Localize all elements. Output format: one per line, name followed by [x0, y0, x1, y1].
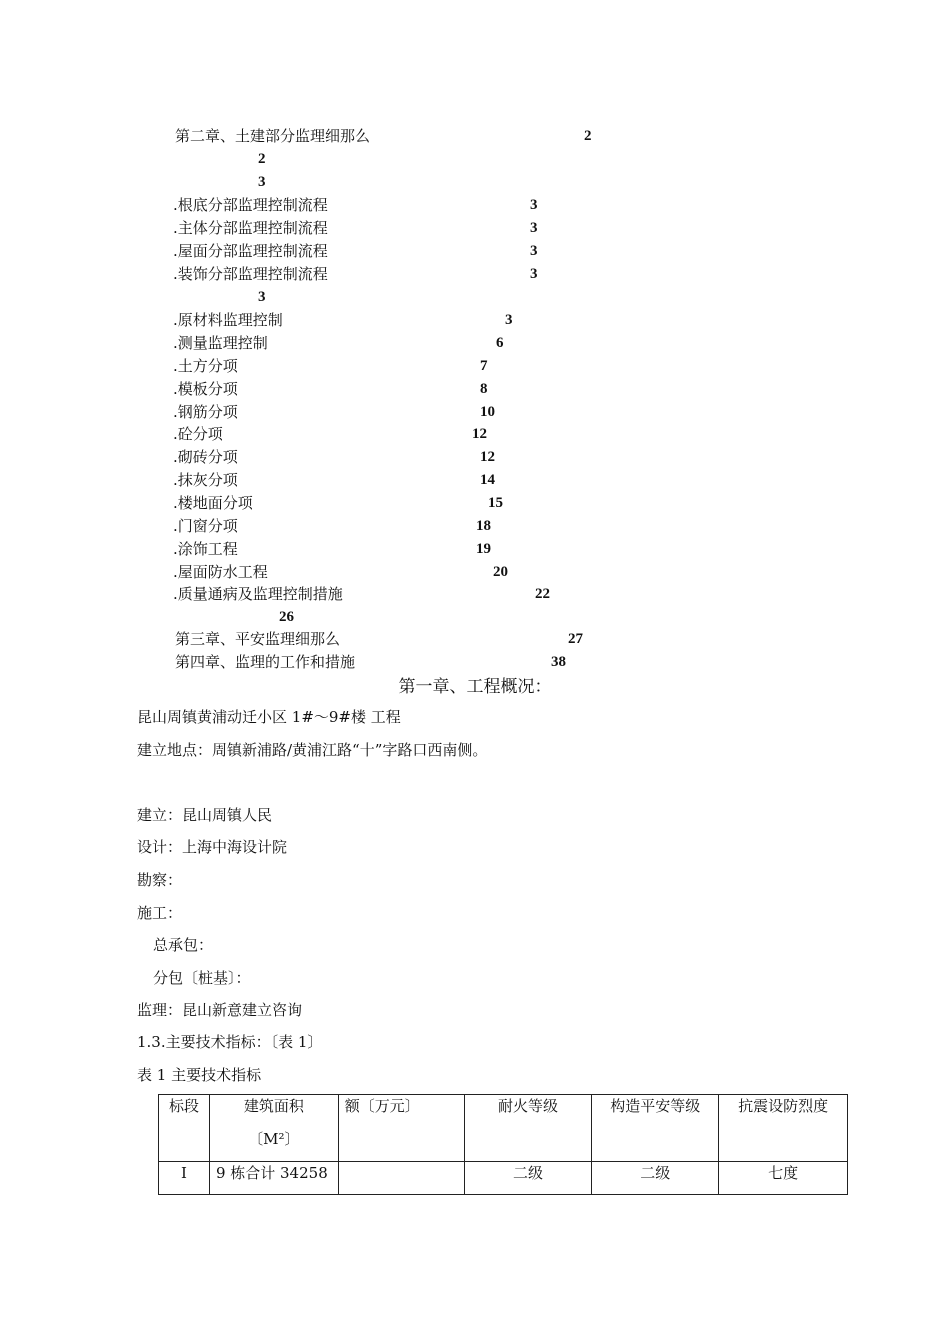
toc-entry-title: 第三章、平安监理细那么: [175, 630, 341, 648]
header-cell: [719, 1095, 848, 1162]
toc-entry-page: 3: [530, 243, 538, 259]
designer-line: 设计：上海中海设计院: [137, 838, 288, 856]
header-label: 标段: [168, 1097, 199, 1115]
toc-entry-page: 3: [530, 197, 538, 213]
toc-entry-page: 12: [472, 426, 487, 442]
table-cell: I: [159, 1162, 210, 1195]
construction-line: 施工：: [137, 904, 183, 922]
general-contractor-line: 总承包：: [153, 936, 214, 954]
header-unit: 〔M²〕: [248, 1130, 300, 1148]
table-cell: 七度: [719, 1162, 848, 1195]
survey-line: 勘察：: [137, 871, 183, 889]
toc-entry-page: 3: [530, 266, 538, 282]
project-location: 建立地点：周镇新浦路/黄浦江路“十”字路口西南侧。: [137, 741, 488, 759]
toc-entry-title: .屋面分部监理控制流程: [173, 242, 328, 260]
toc-entry-page: 7: [480, 358, 488, 374]
toc-entry-title: .主体分部监理控制流程: [173, 219, 328, 237]
toc-entry-page: 3: [258, 174, 266, 190]
header-label: 额〔万元〕: [344, 1097, 420, 1115]
toc-entry-page: 18: [476, 518, 491, 534]
toc-entry-title: .砼分项: [173, 425, 223, 443]
toc-entry-title: .模板分项: [173, 380, 238, 398]
toc-entry-page: 22: [535, 586, 550, 602]
table-cell: 二级: [592, 1162, 719, 1195]
header-label: 耐火等级: [497, 1097, 558, 1115]
toc-entry-title: 第二章、土建部分监理细那么: [175, 127, 371, 145]
toc-entry-title: .楼地面分项: [173, 494, 253, 512]
project-name: 昆山周镇黄浦动迁小区 1#～9#楼 工程: [137, 708, 401, 726]
toc-entry-page: 6: [496, 335, 504, 351]
toc-entry-page: 15: [488, 495, 503, 511]
toc-entry-page: 3: [505, 312, 513, 328]
toc-entry-page: 2: [258, 151, 266, 167]
table-cell: [338, 1162, 464, 1195]
toc-entry-page: 12: [480, 449, 495, 465]
supervisor-line: 监理：昆山新意建立咨询: [137, 1001, 303, 1019]
toc-entry-page: 26: [279, 609, 294, 625]
table-cell: 二级: [464, 1162, 592, 1195]
header-label: 构造平安等级: [610, 1097, 701, 1115]
toc-entry-page: 19: [476, 541, 491, 557]
table-cell: 9 栋合计 34258: [209, 1162, 338, 1195]
toc-entry-title: .钢筋分项: [173, 403, 238, 421]
toc-entry-title: .装饰分部监理控制流程: [173, 265, 328, 283]
subcontractor-line: 分包〔桩基〕：: [153, 969, 251, 987]
table-row: [159, 1162, 848, 1195]
toc-entry-page: 27: [568, 631, 583, 647]
toc-entry-page: 38: [551, 654, 566, 670]
toc-entry-page: 3: [258, 289, 266, 305]
toc-entry-title: .砌砖分项: [173, 448, 238, 466]
client-line: 建立：昆山周镇人民: [137, 806, 273, 824]
toc-entry-page: 3: [530, 220, 538, 236]
chapter-heading: 第一章、工程概况：: [398, 677, 552, 697]
toc-entry-page: 10: [480, 404, 495, 420]
toc-entry-page: 8: [480, 381, 488, 397]
header-cell: [464, 1095, 592, 1162]
header-label: 抗震设防烈度: [738, 1097, 829, 1115]
toc-entry-title: .土方分项: [173, 357, 238, 375]
toc-entry-title: .抹灰分项: [173, 471, 238, 489]
toc-entry-page: 14: [480, 472, 495, 488]
header-cell: [209, 1095, 338, 1162]
table-header-row: [159, 1095, 848, 1162]
header-label: 建筑面积: [243, 1097, 304, 1115]
section-heading: 1.3.主要技术指标：〔表 1〕: [137, 1033, 323, 1051]
toc-entry-title: .涂饰工程: [173, 540, 238, 558]
toc-entry-title: .原材料监理控制: [173, 311, 283, 329]
toc-entry-page: 20: [493, 564, 508, 580]
technical-indicators-table: [158, 1094, 848, 1195]
header-cell: [338, 1095, 464, 1162]
toc-entry-title: .测量监理控制: [173, 334, 268, 352]
toc-entry-page: 2: [584, 128, 592, 144]
toc-entry-title: .门窗分项: [173, 517, 238, 535]
header-cell: [159, 1095, 210, 1162]
toc-entry-title: 第四章、监理的工作和措施: [175, 653, 356, 671]
toc-entry-title: .根底分部监理控制流程: [173, 196, 328, 214]
header-cell: [592, 1095, 719, 1162]
table-caption: 表 1 主要技术指标: [137, 1066, 262, 1084]
toc-entry-title: .屋面防水工程: [173, 563, 268, 581]
toc-entry-title: .质量通病及监理控制措施: [173, 585, 343, 603]
